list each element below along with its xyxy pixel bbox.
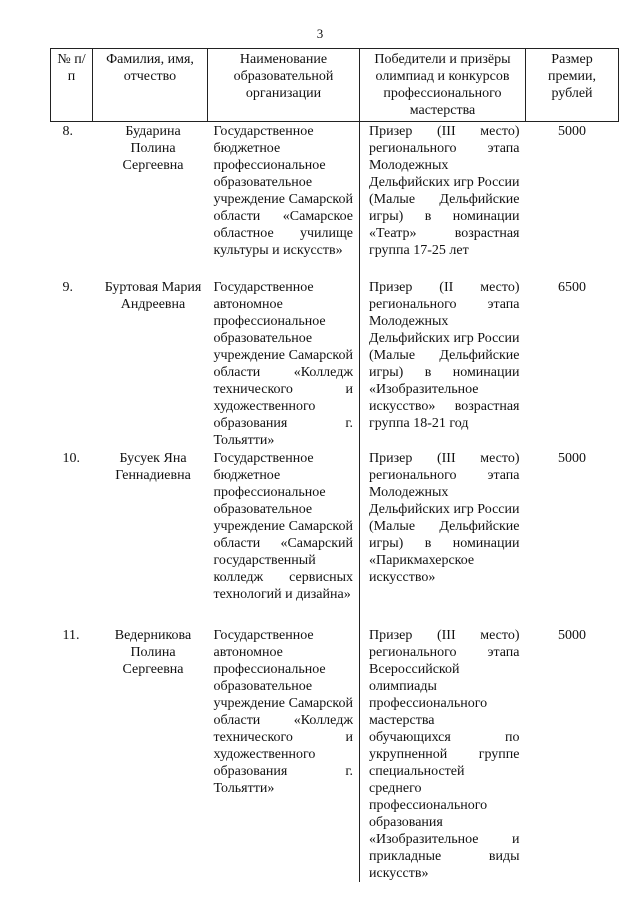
table-row (51, 122, 619, 279)
page-number: 3 (316, 26, 324, 41)
table-header-row (51, 49, 619, 122)
row-number: 9. (62, 280, 73, 295)
prize-amount: 5000 (558, 628, 586, 643)
table-row (51, 278, 619, 449)
header-winners: Победители и призёры олимпиад и конкурсов профессионального мастерства (360, 49, 526, 122)
row-number: 11. (62, 628, 80, 643)
organization-name: Государственное автономное профессиональное образовательное учреждение Самарской области «Колледж технического и художественного образования г. Тольятти» (208, 278, 360, 449)
achievement: Призер (II место) регионального этапа Молодежных Дельфийских игр России (Малые Дельфийские игры) в номинации «Изобразительное искусство» возрастная группа 18-21 год (369, 280, 520, 431)
awards-table (50, 48, 619, 882)
organization-name: Государственное автономное профессиональное образовательное учреждение Самарской области «Колледж технического и художественного образования г. Тольятти» (208, 626, 360, 882)
table-row (51, 626, 619, 882)
prize-amount: 5000 (558, 124, 586, 139)
achievement: Призер (III место) регионального этапа Молодежных Дельфийских игр России (Малые Дельфийские игры) в номинации «Театр» возрастная группа 17-25 лет (369, 124, 520, 258)
person-name: Бусуек Яна Геннадиевна (115, 451, 191, 483)
table-row (51, 449, 619, 626)
row-number: 8. (62, 124, 73, 139)
achievement: Призер (III место) регионального этапа Молодежных Дельфийских игр России (Малые Дельфийские игры) в номинации «Парикмахерское искусство» (369, 451, 520, 585)
row-number: 10. (62, 451, 80, 466)
header-name: Фамилия, имя, отчество (93, 49, 208, 122)
achievement: Призер (III место) регионального этапа Всероссийской олимпиады профессионального мастерства обучающихся по укрупненной группе специальностей среднего профессионального образования «Изобразительное и прикладные виды искусств» (369, 628, 520, 881)
person-name: Буртовая Мария Андреевна (104, 280, 202, 312)
header-num: № п/п (51, 49, 93, 122)
person-name: Ведерникова Полина Сергеевна (114, 628, 192, 677)
person-name: Бударина Полина Сергеевна (122, 124, 184, 173)
header-prize: Размер премии, рублей (526, 49, 619, 122)
prize-amount: 6500 (558, 280, 586, 295)
prize-amount: 5000 (558, 451, 586, 466)
header-org: Наименование образовательной организации (208, 49, 360, 122)
organization-name: Государственное бюджетное профессиональное образовательное учреждение Самарской области «Самарское областное училище культуры и искусств» (208, 122, 360, 279)
organization-name: Государственное бюджетное профессиональное образовательное учреждение Самарской области «Самарский государственный колледж сервисных технологий и дизайна» (208, 449, 360, 626)
